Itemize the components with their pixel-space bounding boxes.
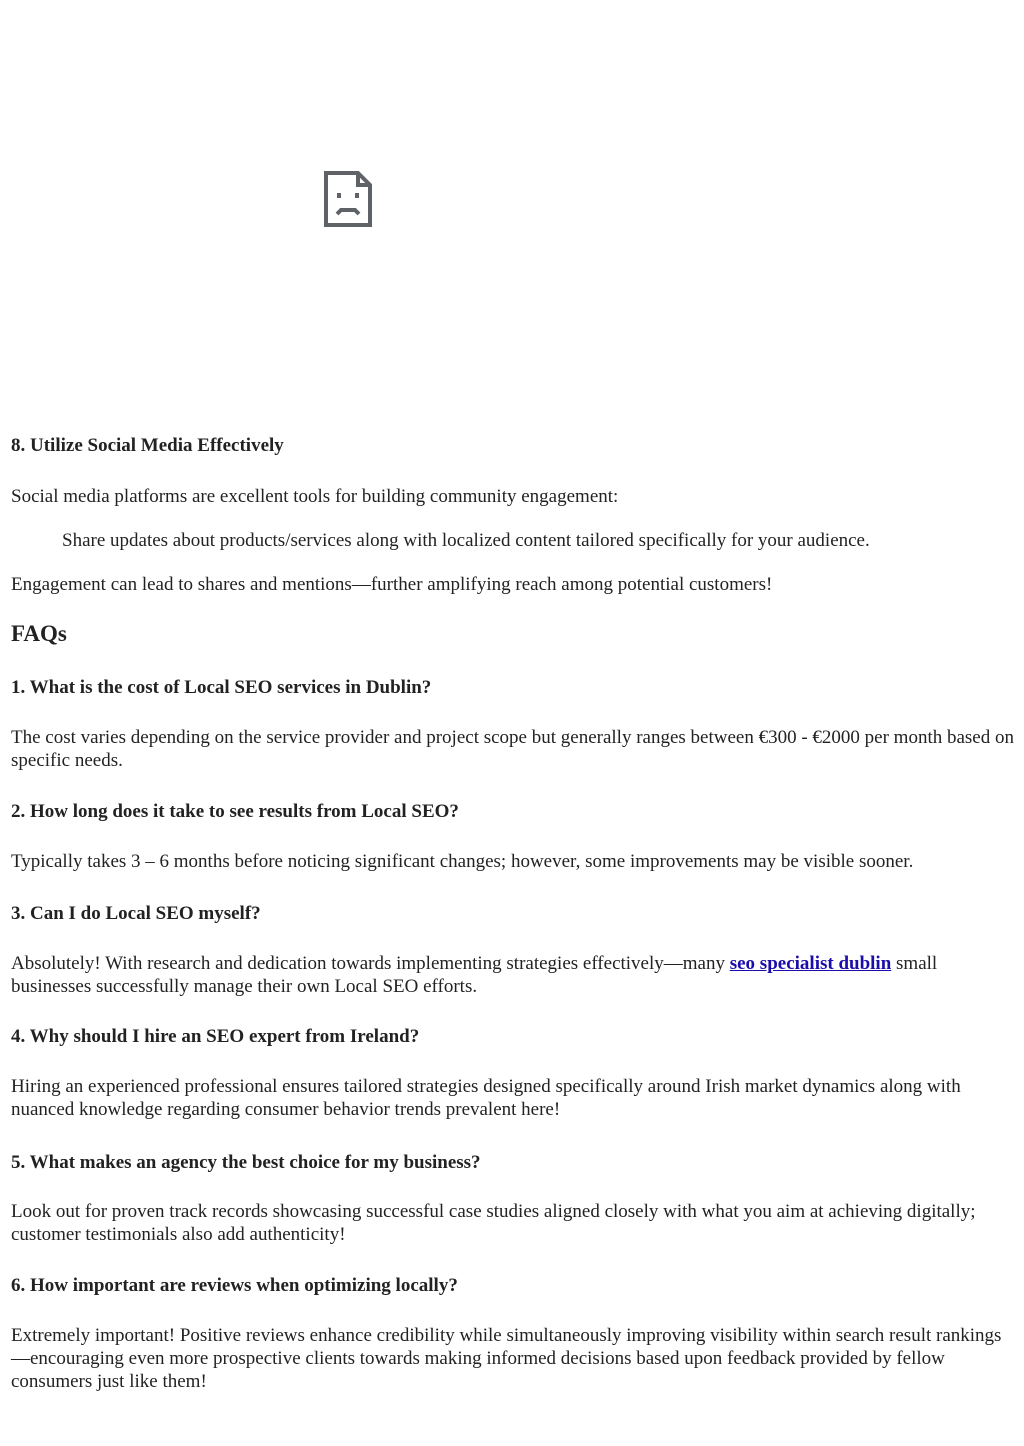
faq-answer-3	[11, 952, 1016, 998]
faq-answer-1: The cost varies depending on the service provider and project scope but generally ranges between €300 - €2000 per month based on specific needs.	[11, 727, 1014, 771]
faq-question-1: 1. What is the cost of Local SEO services in Dublin?	[11, 677, 432, 698]
faq-question-2: 2. How long does it take to see results from Local SEO?	[11, 801, 459, 822]
faq-question-5: 5. What makes an agency the best choice for my business?	[11, 1152, 481, 1173]
social-intro-paragraph: Social media platforms are excellent tools for building community engagement:	[11, 486, 619, 507]
faq-answer-3-after-link: small businesses successfully manage their own Local SEO efforts.	[11, 953, 938, 997]
faq-answer-4: Hiring an experienced professional ensures tailored strategies designed specifically around Irish market dynamics along with nuanced knowledge regarding consumer behavior trends prevalent here!	[11, 1076, 961, 1120]
faq-answer-3-before-link: Absolutely! With research and dedication towards implementing strategies effectively—many	[11, 953, 730, 974]
faq-answer-5: Look out for proven track records showcasing successful case studies aligned closely with what you aim at achieving digitally; customer testimonials also add authenticity!	[11, 1201, 976, 1245]
broken-image-icon	[324, 171, 372, 227]
section-heading-social-media: 8. Utilize Social Media Effectively	[11, 435, 284, 456]
social-list-item: Share updates about products/services along with localized content tailored specifically for your audience.	[62, 530, 870, 551]
faq-question-3: 3. Can I do Local SEO myself?	[11, 903, 261, 924]
social-outro-paragraph: Engagement can lead to shares and mentions—further amplifying reach among potential customers!	[11, 574, 773, 595]
seo-specialist-dublin-link[interactable]: seo specialist dublin	[729, 953, 892, 974]
faq-question-4: 4. Why should I hire an SEO expert from Ireland?	[11, 1026, 420, 1047]
faqs-heading: FAQs	[11, 621, 67, 646]
faq-answer-2: Typically takes 3 – 6 months before noticing significant changes; however, some improvements may be visible sooner.	[11, 851, 914, 872]
faq-answer-6: Extremely important! Positive reviews enhance credibility while simultaneously improving visibility within search result rankings—encouraging even more prospective clients towards making informed decisions based upon feedback provided by fellow consumers just like them!	[11, 1325, 1002, 1392]
faq-question-6: 6. How important are reviews when optimizing locally?	[11, 1275, 458, 1296]
